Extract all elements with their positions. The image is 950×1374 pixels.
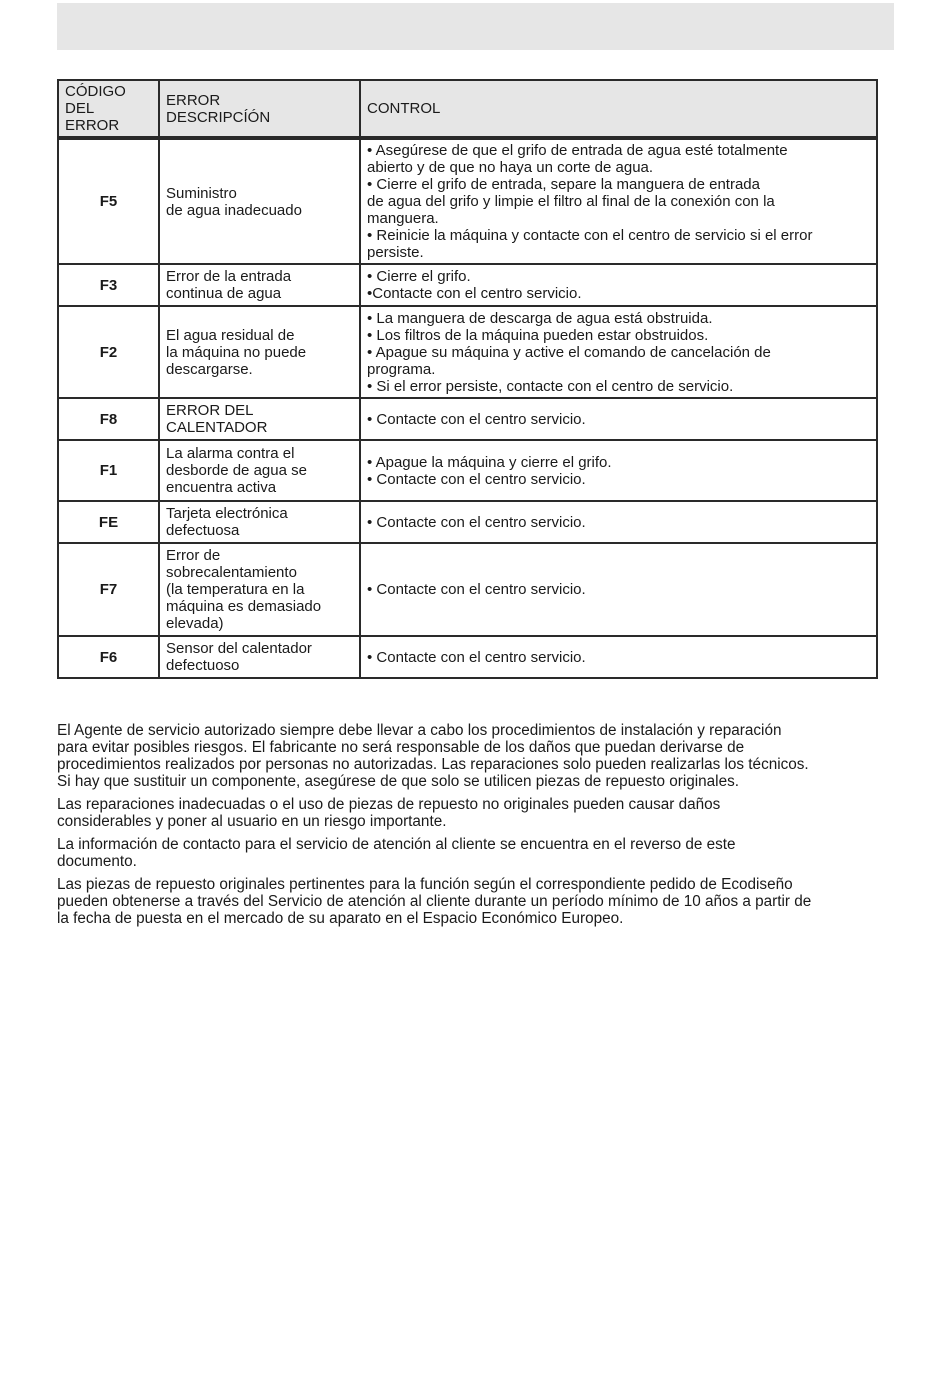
note-line: La información de contacto para el servicio de atención al cliente se encuentra en el reverso de este	[57, 836, 736, 853]
description-line: El agua residual de	[166, 326, 295, 344]
table-row	[58, 138, 877, 264]
header-control: CONTROL	[360, 80, 877, 138]
control-line: • La manguera de descarga de agua está obstruida.	[367, 309, 713, 327]
description-line: Error de la entrada	[166, 268, 292, 285]
table-row	[58, 543, 877, 636]
description-line: Error de	[166, 547, 221, 564]
note-line: la fecha de puesta en el mercado de su aparato en el Espacio Económico Europeo.	[57, 910, 624, 927]
control-line: • Si el error persiste, contacte con el centro de servicio.	[367, 377, 734, 395]
error-description-cell	[159, 636, 360, 678]
error-code-cell: F8	[58, 398, 159, 440]
control-line: • Contacte con el centro servicio.	[367, 513, 586, 531]
note-line: pueden obtenerse a través del Servicio de atención al cliente durante un período mínimo de 10 años a partir de	[57, 893, 812, 910]
note-line: Si hay que sustituir un componente, asegúrese de que solo se utilicen piezas de repuesto originales.	[57, 773, 739, 790]
description-line: elevada)	[166, 615, 224, 632]
control-line: • Contacte con el centro servicio.	[367, 410, 586, 428]
control-line: • Contacte con el centro servicio.	[367, 581, 586, 598]
error-description-cell	[159, 306, 360, 398]
description-line: defectuosa	[166, 522, 240, 539]
table-header	[58, 80, 877, 138]
table-body	[58, 138, 877, 678]
error-control-cell	[360, 264, 877, 306]
description-line: CALENTADOR	[166, 419, 268, 436]
error-control-cell	[360, 440, 877, 501]
control-line: • Apague su máquina y active el comando de cancelación de	[367, 343, 771, 361]
control-line: manguera.	[367, 210, 439, 227]
description-line: Tarjeta electrónica	[166, 505, 288, 522]
note-line: considerables y poner al usuario en un riesgo importante.	[57, 813, 447, 830]
description-line: máquina es demasiado	[166, 598, 322, 615]
header-description: ERROR DESCRIPCÍÓN	[159, 80, 360, 138]
control-line: abierto y de que no haya un corte de agua.	[367, 159, 654, 176]
description-line: ERROR DEL	[166, 402, 254, 419]
description-line: defectuoso	[166, 657, 240, 674]
control-line: • Los filtros de la máquina pueden estar obstruidos.	[367, 326, 709, 344]
description-line: continua de agua	[166, 285, 282, 302]
error-code-cell: F2	[58, 306, 159, 398]
control-line: programa.	[367, 360, 436, 378]
description-line: desborde de agua se	[166, 462, 307, 479]
description-line: la máquina no puede	[166, 343, 307, 361]
error-control-cell	[360, 636, 877, 678]
error-control-cell	[360, 501, 877, 543]
error-code-cell: FE	[58, 501, 159, 543]
error-description-cell	[159, 440, 360, 501]
control-line: • Apague la máquina y cierre el grifo.	[367, 453, 612, 471]
header-band	[57, 3, 894, 50]
error-code-cell: F6	[58, 636, 159, 678]
description-line: La alarma contra el	[166, 445, 295, 462]
note-paragraph	[57, 722, 897, 790]
error-control-cell	[360, 306, 877, 398]
error-code-cell: F1	[58, 440, 159, 501]
description-line: (la temperatura en la	[166, 581, 305, 598]
note-paragraph	[57, 876, 897, 927]
header-code: CÓDIGO DEL ERROR	[58, 80, 159, 138]
table-row	[58, 264, 877, 306]
error-description-cell	[159, 501, 360, 543]
notes-section	[57, 722, 897, 933]
error-code-cell: F7	[58, 543, 159, 636]
note-line: documento.	[57, 853, 137, 870]
description-line: encuentra activa	[166, 479, 277, 496]
error-control-cell	[360, 138, 877, 264]
table-row	[58, 306, 877, 398]
description-line: Sensor del calentador	[166, 640, 312, 657]
description-line: Suministro	[166, 184, 237, 202]
error-description-cell	[159, 543, 360, 636]
error-description-cell	[159, 398, 360, 440]
error-description-cell	[159, 138, 360, 264]
note-paragraph	[57, 836, 897, 870]
note-line: procedimientos realizados por personas no autorizadas. Las reparaciones solo pueden realizarlas los técnicos.	[57, 756, 809, 773]
control-line: • Cierre el grifo de entrada, separe la manguera de entrada	[367, 176, 760, 193]
control-line: de agua del grifo y limpie el filtro al final de la conexión con la	[367, 193, 775, 210]
control-line: persiste.	[367, 244, 424, 261]
error-code-cell: F5	[58, 138, 159, 264]
control-line: • Reinicie la máquina y contacte con el centro de servicio si el error	[367, 227, 813, 244]
note-line: Las reparaciones inadecuadas o el uso de piezas de repuesto no originales pueden causar daños	[57, 796, 721, 813]
table-row	[58, 501, 877, 543]
error-control-cell	[360, 543, 877, 636]
note-line: Las piezas de repuesto originales pertinentes para la función según el correspondiente pedido de Ecodiseño	[57, 876, 793, 893]
control-line: • Cierre el grifo.	[367, 268, 471, 285]
error-description-cell	[159, 264, 360, 306]
note-line: El Agente de servicio autorizado siempre debe llevar a cabo los procedimientos de instalación y reparación	[57, 722, 782, 739]
note-line: para evitar posibles riesgos. El fabricante no será responsable de los daños que puedan derivarse de	[57, 739, 745, 756]
table-row	[58, 440, 877, 501]
error-code-cell: F3	[58, 264, 159, 306]
control-line: • Contacte con el centro servicio.	[367, 648, 586, 666]
error-control-cell	[360, 398, 877, 440]
control-line: • Contacte con el centro servicio.	[367, 470, 586, 488]
table-row	[58, 636, 877, 678]
error-code-table	[57, 79, 878, 679]
control-line: • Asegúrese de que el grifo de entrada de agua esté totalmente	[367, 142, 788, 159]
description-line: descargarse.	[166, 360, 253, 378]
description-line: de agua inadecuado	[166, 201, 302, 219]
note-paragraph	[57, 796, 897, 830]
table-row	[58, 398, 877, 440]
control-line: •Contacte con el centro servicio.	[367, 285, 582, 302]
description-line: sobrecalentamiento	[166, 564, 297, 581]
